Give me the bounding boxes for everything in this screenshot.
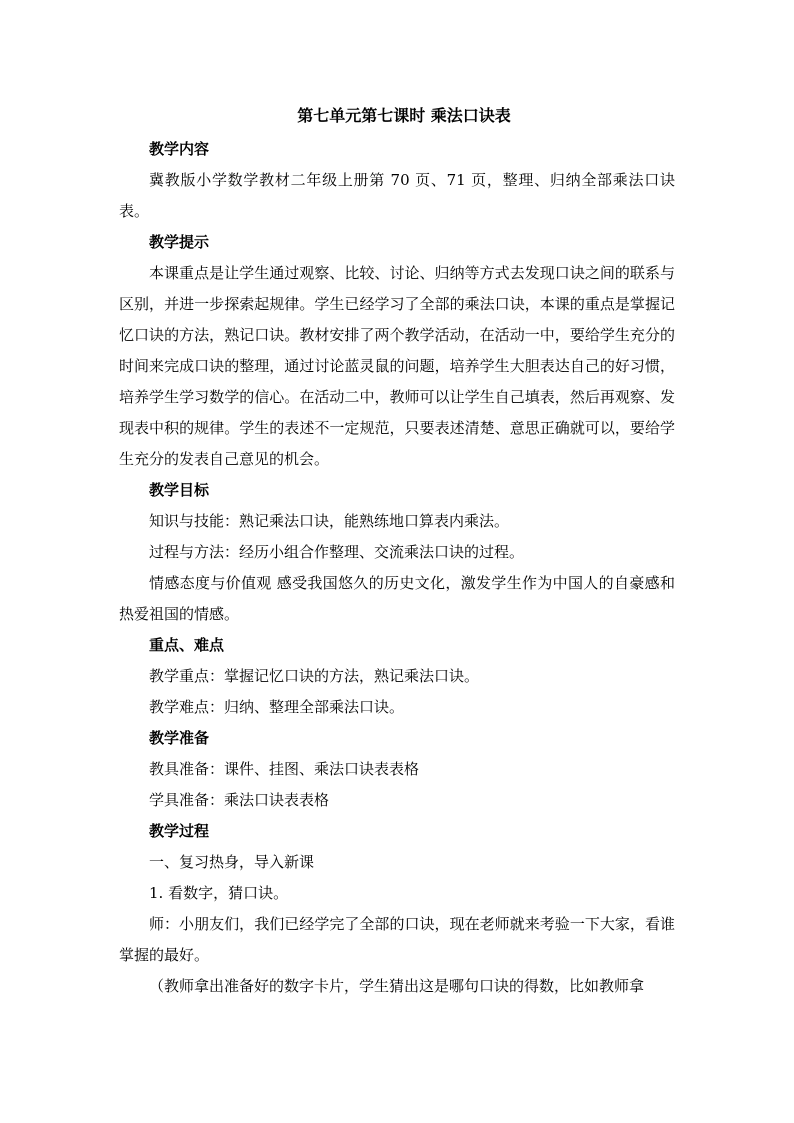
section-heading-goals: 教学目标 [149, 481, 210, 499]
section-heading-process: 教学过程 [149, 822, 210, 840]
goal-knowledge-paragraph: 知识与技能：熟记乘法口诀，能熟练地口算表内乘法。 [149, 512, 510, 530]
teacher-action-paragraph: （教师拿出准备好的数字卡片，学生猜出这是哪句口诀的得数，比如教师拿 [149, 977, 645, 995]
hint-paragraph: 本课重点是让学生通过观察、比较、讨论、归纳等方式去发现口诀之间的联系与区别，并进一步探索起规律。学生已经学习了全部的乘法口诀，本课的重点是掌握记忆口诀的方法，熟记口诀。教材安排了两个教学活动，在活动一中，要给学生充分的时间来完成口诀的整理，通过讨论蓝灵鼠的问题，培养学生大胆表达自己的好习惯，培养学生学习数学的信心。在活动二中，教师可以让学生自己填表，然后再观察、发现表中积的规律。学生的表述不一定规范，只要表述清楚、意思正确就可以，要给学生充分的发表自己意见的机会。 [119, 264, 675, 468]
goal-process-paragraph: 过程与方法：经历小组合作整理、交流乘法口诀的过程。 [149, 543, 525, 561]
key-point-paragraph: 教学重点：掌握记忆口诀的方法，熟记乘法口诀。 [149, 667, 480, 685]
teacher-prep-paragraph: 教具准备：课件、挂图、乘法口诀表表格 [149, 760, 420, 778]
section-heading-content: 教学内容 [149, 140, 210, 158]
goal-emotion-paragraph: 情感态度与价值观 感受我国悠久的历史文化，激发学生作为中国人的自豪感和热爱祖国的情感。 [119, 574, 675, 623]
step-one-paragraph: 一、复习热身，导入新课 [149, 853, 315, 871]
document-body [119, 104, 675, 1002]
content-paragraph: 冀教版小学数学教材二年级上册第 70 页、71 页，整理、归纳全部乘法口诀表。 [119, 171, 675, 220]
section-heading-hint: 教学提示 [149, 233, 210, 251]
document-title: 第七单元第七课时 乘法口诀表 [297, 106, 511, 125]
section-heading-preparation: 教学准备 [149, 729, 210, 747]
section-heading-key-points: 重点、难点 [149, 636, 225, 654]
teacher-talk-paragraph: 师：小朋友们，我们已经学完了全部的口诀，现在老师就来考验一下大家，看谁掌握的最好。 [119, 915, 675, 964]
step-one-item-paragraph: 1. 看数字，猜口诀。 [149, 884, 289, 902]
difficult-point-paragraph: 教学难点：归纳、整理全部乘法口诀。 [149, 698, 405, 716]
student-prep-paragraph: 学具准备：乘法口诀表表格 [149, 791, 330, 809]
